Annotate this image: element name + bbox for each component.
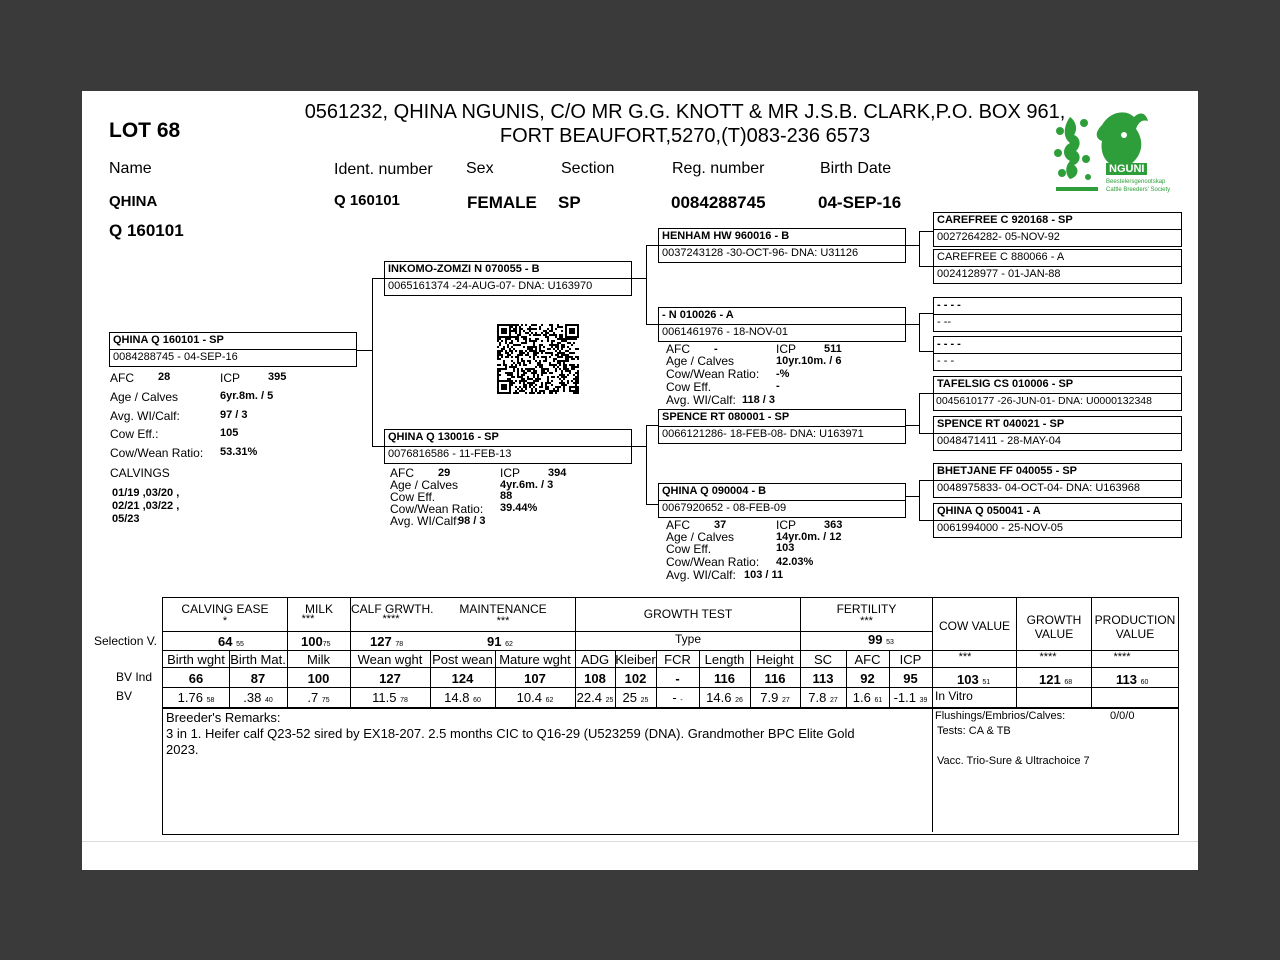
col-fertility: FERTILITY — [836, 602, 897, 616]
dam-icp: 394 — [548, 467, 567, 479]
gp2-ratio-label: Cow/Wean Ratio: — [666, 367, 760, 381]
bv-ind-value: 107 — [524, 671, 546, 686]
bv-value: 11.5 78 — [372, 690, 408, 705]
gp2-icp-label: ICP — [776, 342, 797, 356]
sel-maint: 91 62 — [487, 634, 513, 649]
stars-fertility: *** — [860, 615, 873, 627]
dam-wi-label: Avg. WI/Calf: — [390, 514, 460, 528]
logo-sub-1: Beestelersgenootskap — [1106, 179, 1166, 185]
dam-icp-label: ICP — [500, 466, 521, 480]
dam-age-label: Age / Calves — [390, 478, 459, 492]
bv-ind-value: 100 — [307, 671, 330, 686]
bv-value: .7 75 — [307, 690, 330, 705]
lot-number: LOT 68 — [109, 119, 181, 142]
gp4-age: 14yr.0m. / 12 — [776, 531, 842, 543]
stars-calving: * — [222, 615, 228, 627]
gp4-afc-label: AFC — [666, 518, 690, 532]
growth-value-index: 121 68 — [1039, 672, 1073, 687]
gp4-icp-label: ICP — [776, 518, 797, 532]
bv-value: .38 40 — [243, 690, 273, 705]
column-name: SC — [813, 652, 833, 667]
animal-sex: FEMALE — [467, 193, 537, 212]
column-name: Birth wght — [167, 652, 225, 667]
production-value-index: 113 60 — [1116, 672, 1149, 687]
gp2-ratio: -% — [776, 368, 790, 380]
animal-name: QHINA — [109, 193, 158, 210]
pedigree-grandsire-maternal: SPENCE RT 080001 - SP 0066121286- 18-FEB-08- DNA: U163971 — [658, 409, 906, 444]
bv-value: 25 25 — [622, 690, 649, 705]
bv-value: 14.8 60 — [444, 690, 481, 705]
gp4-afc: 37 — [714, 519, 727, 531]
gp4-ratio-label: Cow/Wean Ratio: — [666, 555, 760, 569]
column-name: Kleiber — [615, 652, 656, 667]
column-name: ADG — [580, 652, 610, 667]
gp2-age: 10yr.10m. / 6 — [776, 355, 842, 367]
remarks-label: Breeder's Remarks: — [166, 710, 281, 725]
pedigree-sire: INKOMO-ZOMZI N 070055 - B 0065161374 -24-AUG-07- DNA: U163970 — [384, 261, 632, 296]
gp2-wi-label: Avg. WI/Calf: — [666, 393, 736, 407]
bv-ind-value: 127 — [379, 671, 401, 686]
col-maintenance: MAINTENANCE — [459, 602, 547, 616]
header-birth: Birth Date — [820, 160, 892, 177]
bv-ind-value: 92 — [860, 671, 875, 686]
animal-ident: Q 160101 — [334, 192, 400, 209]
dam-wi: 98 / 3 — [458, 515, 486, 527]
label-selection: Selection V. — [94, 634, 157, 648]
vaccination-text: Vacc. Trio-Sure & Ultrachoice 7 — [937, 755, 1090, 767]
col-growth-value-1: GROWTH — [1026, 613, 1082, 627]
tests-text: Tests: CA & TB — [937, 725, 1011, 737]
owner-line-1: 0561232, QHINA NGUNIS, C/O MR G.G. KNOTT & MR J.S.B. CLARK,P.O. BOX 961, — [304, 101, 1066, 123]
bv-ind-value: - — [675, 671, 680, 686]
bv-ind-value: 108 — [584, 671, 606, 686]
bv-value: -1.1 39 — [893, 690, 928, 705]
calvings-line-3: 05/23 — [112, 513, 140, 525]
stars-growth-value: **** — [1039, 651, 1057, 663]
col-calf-growth: CALF GRWTH. — [351, 602, 434, 616]
col-type: Type — [674, 632, 701, 646]
col-calving-ease: CALVING EASE — [181, 602, 269, 616]
bv-value: 7.9 27 — [760, 690, 790, 705]
label-bv-ind: BV Ind — [116, 670, 153, 684]
label-bv: BV — [116, 689, 133, 703]
header-reg: Reg. number — [672, 160, 765, 177]
sel-milk: 10075 — [301, 634, 331, 649]
gp2-afc: - — [714, 343, 718, 355]
col-growth-value-2: VALUE — [1034, 627, 1074, 641]
gp2-eff: - — [776, 380, 780, 392]
gp4-eff-label: Cow Eff. — [666, 542, 712, 556]
column-name: FCR — [664, 652, 691, 667]
flushings-value: 0/0/0 — [1110, 710, 1135, 722]
pedigree-granddam-maternal: QHINA Q 090004 - B 0067920652 - 08-FEB-09 — [658, 483, 906, 518]
dam-age: 4yr.6m. / 3 — [500, 479, 554, 491]
subject-icp-label: ICP — [220, 371, 241, 385]
subject-ratio: 53.31% — [220, 446, 258, 458]
gp4-icp: 363 — [824, 519, 843, 531]
stars-cow-value: *** — [958, 651, 972, 663]
pedigree-ggp-6: SPENCE RT 040021 - SP 0048471411 - 28-MAY-04 — [933, 416, 1182, 451]
col-growth-test: GROWTH TEST — [643, 607, 733, 621]
header-sex: Sex — [466, 160, 494, 177]
bv-value: - - — [672, 690, 683, 705]
subject-wi-label: Avg. WI/Calf: — [110, 409, 180, 423]
gp4-eff: 103 — [776, 542, 795, 554]
sel-calf: 127 78 — [370, 634, 404, 649]
col-cow-value: COW VALUE — [938, 619, 1011, 633]
logo-name: NGUNI — [1106, 163, 1147, 175]
pedigree-dam: QHINA Q 130016 - SP 0076816586 - 11-FEB-13 — [384, 429, 632, 464]
bv-ind-value: 113 — [812, 671, 834, 686]
column-name: Milk — [306, 652, 331, 667]
animal-reg: 0084288745 — [671, 193, 766, 212]
cow-value-index: 103 51 — [957, 672, 991, 687]
subject-afc: 28 — [158, 371, 171, 383]
dam-afc-label: AFC — [390, 466, 414, 480]
bv-ind-value: 102 — [624, 671, 647, 686]
col-production-value-2: VALUE — [1115, 627, 1155, 641]
in-vitro-label: In Vitro — [935, 689, 973, 703]
pedigree-ggp-1: CAREFREE C 920168 - SP 0027264282- 05-NOV-92 — [933, 212, 1182, 247]
pedigree-ggp-7: BHETJANE FF 040055 - SP 0048975833- 04-OCT-04- DNA: U163968 — [933, 463, 1182, 498]
bv-ind-value: 124 — [451, 671, 474, 686]
pedigree-ggp-4: - - - - - - - — [933, 336, 1182, 371]
bv-value: 1.76 58 — [177, 690, 215, 705]
subject-icp: 395 — [268, 371, 287, 383]
dam-eff-label: Cow Eff. — [390, 490, 436, 504]
bv-ind-value: 116 — [714, 671, 735, 686]
subject-age-label: Age / Calves — [110, 390, 179, 404]
bv-value: 7.8 27 — [808, 690, 838, 705]
subject-afc-label: AFC — [110, 371, 134, 385]
gp4-wi: 103 / 11 — [744, 569, 784, 581]
animal-section: SP — [558, 193, 581, 212]
header-ident: Ident. number — [334, 161, 433, 178]
column-name: Wean wght — [357, 652, 423, 667]
subject-age: 6yr.8m. / 5 — [220, 390, 274, 402]
remarks-line-2: 2023. — [166, 742, 199, 757]
pedigree-ggp-8: QHINA Q 050041 - A 0061994000 - 25-NOV-05 — [933, 503, 1182, 538]
calvings-line-1: 01/19 ,03/20 , — [112, 487, 180, 499]
column-name: Birth Mat. — [230, 652, 286, 667]
header-section: Section — [561, 160, 615, 177]
pedigree-subject: QHINA Q 160101 - SP 0084288745 - 04-SEP-16 — [109, 332, 357, 367]
gp2-afc-label: AFC — [666, 342, 690, 356]
bv-ind-value: 95 — [903, 671, 918, 686]
gp2-wi: 118 / 3 — [742, 394, 776, 406]
column-name: AFC — [854, 652, 881, 667]
pedigree-grandsire-paternal: HENHAM HW 960016 - B 0037243128 -30-OCT-96- DNA: U31126 — [658, 228, 906, 263]
bv-ind-value: 66 — [188, 671, 204, 686]
stars-milk: *** — [301, 613, 315, 625]
calvings-label: CALVINGS — [110, 466, 170, 480]
gp2-age-label: Age / Calves — [666, 354, 735, 368]
logo-sub-2: Cattle Breeders' Society — [1106, 187, 1171, 193]
gp2-icp: 511 — [824, 343, 842, 355]
bv-value: 10.4 62 — [516, 690, 554, 705]
column-name: ICP — [899, 652, 922, 667]
remarks-line-1: 3 in 1. Heifer calf Q23-52 sired by EX18-207. 2.5 months CIC to Q16-29 (U523259 (DNA). Grandmother BPC Elite Gold — [166, 726, 855, 741]
animal-tag: Q 160101 — [109, 221, 184, 240]
bv-value: 1.6 61 — [852, 690, 883, 705]
pedigree-ggp-3: - - - - - -- — [933, 297, 1182, 332]
pedigree-ggp-5: TAFELSIG CS 010006 - SP 0045610177 -26-JUN-01- DNA: U0000132348 — [933, 376, 1182, 411]
gp4-ratio: 42.03% — [776, 556, 814, 568]
column-name: Height — [756, 652, 794, 667]
nguni-logo — [1050, 107, 1171, 203]
dam-ratio: 39.44% — [500, 502, 538, 514]
dam-eff: 88 — [500, 490, 513, 502]
dam-ratio-label: Cow/Wean Ratio: — [390, 502, 484, 516]
gp2-eff-label: Cow Eff. — [666, 380, 712, 394]
pedigree-ggp-2: CAREFREE C 880066 - A 0024128977 - 01-JAN-88 — [933, 249, 1182, 284]
pedigree-granddam-paternal: - N 010026 - A 0061461976 - 18-NOV-01 — [658, 307, 906, 342]
qr-code-icon — [497, 324, 579, 394]
dam-afc: 29 — [438, 467, 451, 479]
column-name: Post wean — [432, 652, 493, 667]
sel-fert: 99 53 — [868, 632, 894, 647]
subject-wi: 97 / 3 — [220, 409, 248, 421]
animal-birth: 04-SEP-16 — [818, 193, 902, 212]
calvings-line-2: 02/21 ,03/22 , — [112, 500, 180, 512]
col-milk: MILK — [304, 602, 333, 616]
subject-ratio-label: Cow/Wean Ratio: — [110, 446, 204, 460]
qr-code[interactable] — [497, 324, 579, 394]
subject-eff-label: Cow Eff.: — [110, 427, 159, 441]
bv-ind-value: 116 — [764, 671, 786, 686]
gp4-age-label: Age / Calves — [666, 530, 735, 544]
gp4-wi-label: Avg. WI/Calf: — [666, 568, 736, 582]
header-name: Name — [109, 160, 152, 177]
sel-calving: 64 55 — [218, 634, 244, 649]
bv-ind-value: 87 — [250, 671, 266, 686]
subject-eff: 105 — [220, 427, 239, 439]
column-name: Mature wght — [499, 652, 571, 667]
col-production-value-1: PRODUCTION — [1094, 613, 1176, 627]
owner-line-2: FORT BEAUFORT,5270,(T)083-236 6573 — [499, 125, 871, 147]
stars-calf: **** — [382, 613, 400, 625]
stars-production-value: **** — [1113, 651, 1131, 663]
flushings-label: Flushings/Embrios/Calves: — [935, 710, 1066, 722]
bv-value: 22.4 25 — [576, 690, 614, 705]
catalogue-page — [82, 91, 1198, 870]
bv-value: 14.6 26 — [706, 690, 743, 705]
stars-maintenance: *** — [496, 615, 510, 627]
column-name: Length — [704, 652, 745, 667]
